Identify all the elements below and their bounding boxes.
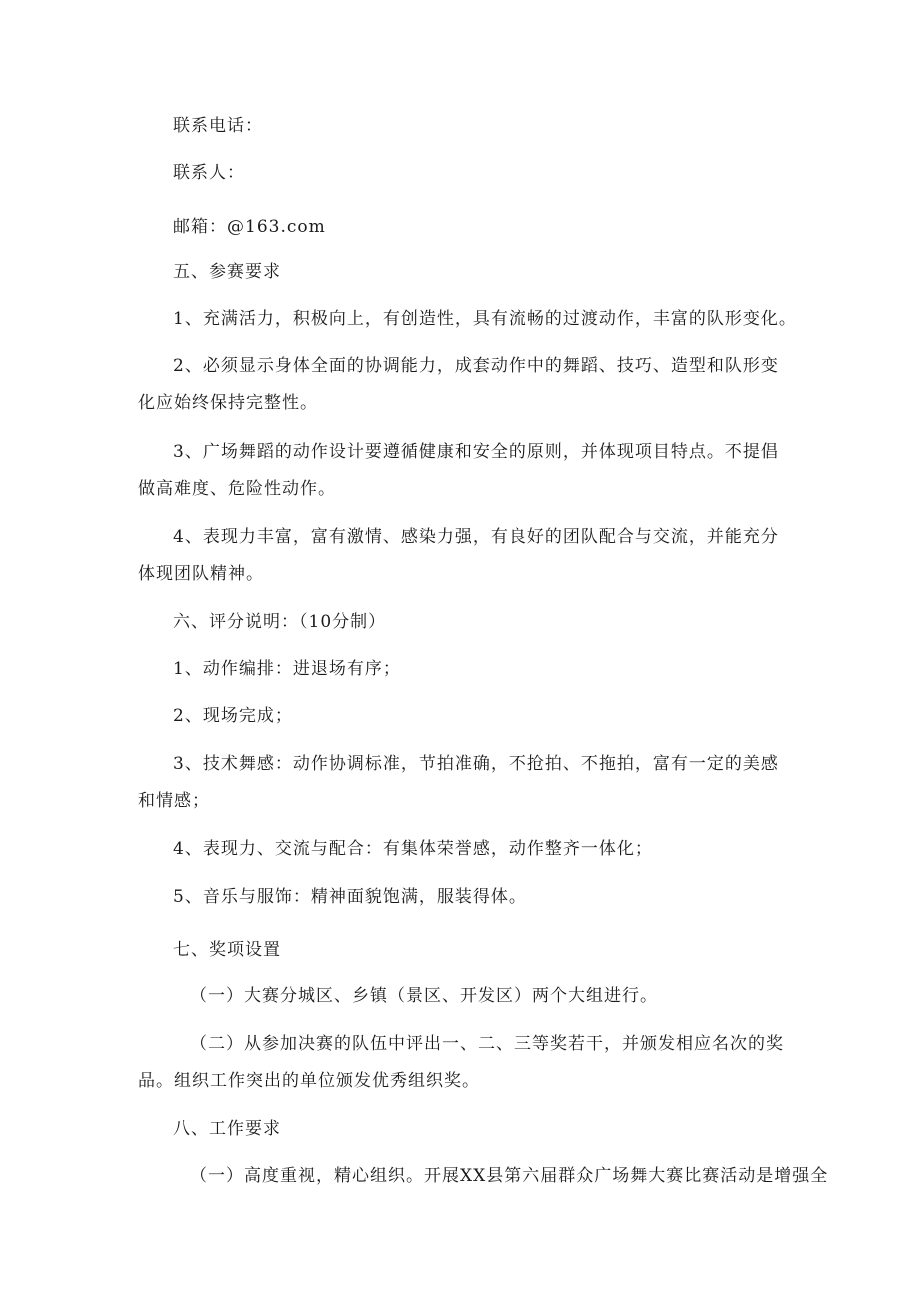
award-item-2: （二）从参加决赛的队伍中评出一、二、三等奖若干，并颁发相应名次的奖品。组织工作突出的单位颁发优秀组织奖。: [138, 1034, 784, 1091]
award-item-1: （一）大赛分城区、乡镇（景区、开发区）两个大组进行。: [190, 986, 658, 1006]
section-heading-8: 八、工作要求: [173, 1119, 281, 1139]
contact-person-line: 联系人：: [173, 163, 245, 183]
scoring-item-2: 2、现场完成；: [173, 706, 293, 726]
section-heading-5: 五、参赛要求: [173, 262, 281, 282]
section-heading-6: 六、评分说明：（10分制）: [173, 612, 387, 632]
requirement-item-4: 4、表现力丰富，富有激情、感染力强，有良好的团队配合与交流，并能充分体现团队精神。: [138, 527, 779, 584]
requirement-item-1: 1、充满活力，积极向上，有创造性，具有流畅的过渡动作，丰富的队形变化。: [173, 309, 797, 329]
contact-phone-line: 联系电话：: [173, 116, 263, 136]
section-heading-7: 七、奖项设置: [173, 940, 281, 960]
work-requirement-item-1: （一）高度重视，精心组织。开展XX县第六届群众广场舞大赛比赛活动是增强全: [190, 1166, 829, 1186]
email-line: 邮箱：@163.com: [173, 217, 326, 237]
scoring-item-3: 3、技术舞感：动作协调标准，节拍准确，不抢拍、不拖拍，富有一定的美感和情感；: [138, 754, 779, 811]
scoring-item-4: 4、表现力、交流与配合：有集体荣誉感，动作整齐一体化；: [173, 839, 653, 859]
scoring-item-5: 5、音乐与服饰：精神面貌饱满，服装得体。: [173, 887, 527, 907]
requirement-item-2: 2、必须显示身体全面的协调能力，成套动作中的舞蹈、技巧、造型和队形变化应始终保持完整性。: [138, 356, 779, 413]
requirement-item-3: 3、广场舞蹈的动作设计要遵循健康和安全的原则，并体现项目特点。不提倡做高难度、危险性动作。: [138, 442, 779, 499]
scoring-item-1: 1、动作编排：进退场有序；: [173, 659, 401, 679]
